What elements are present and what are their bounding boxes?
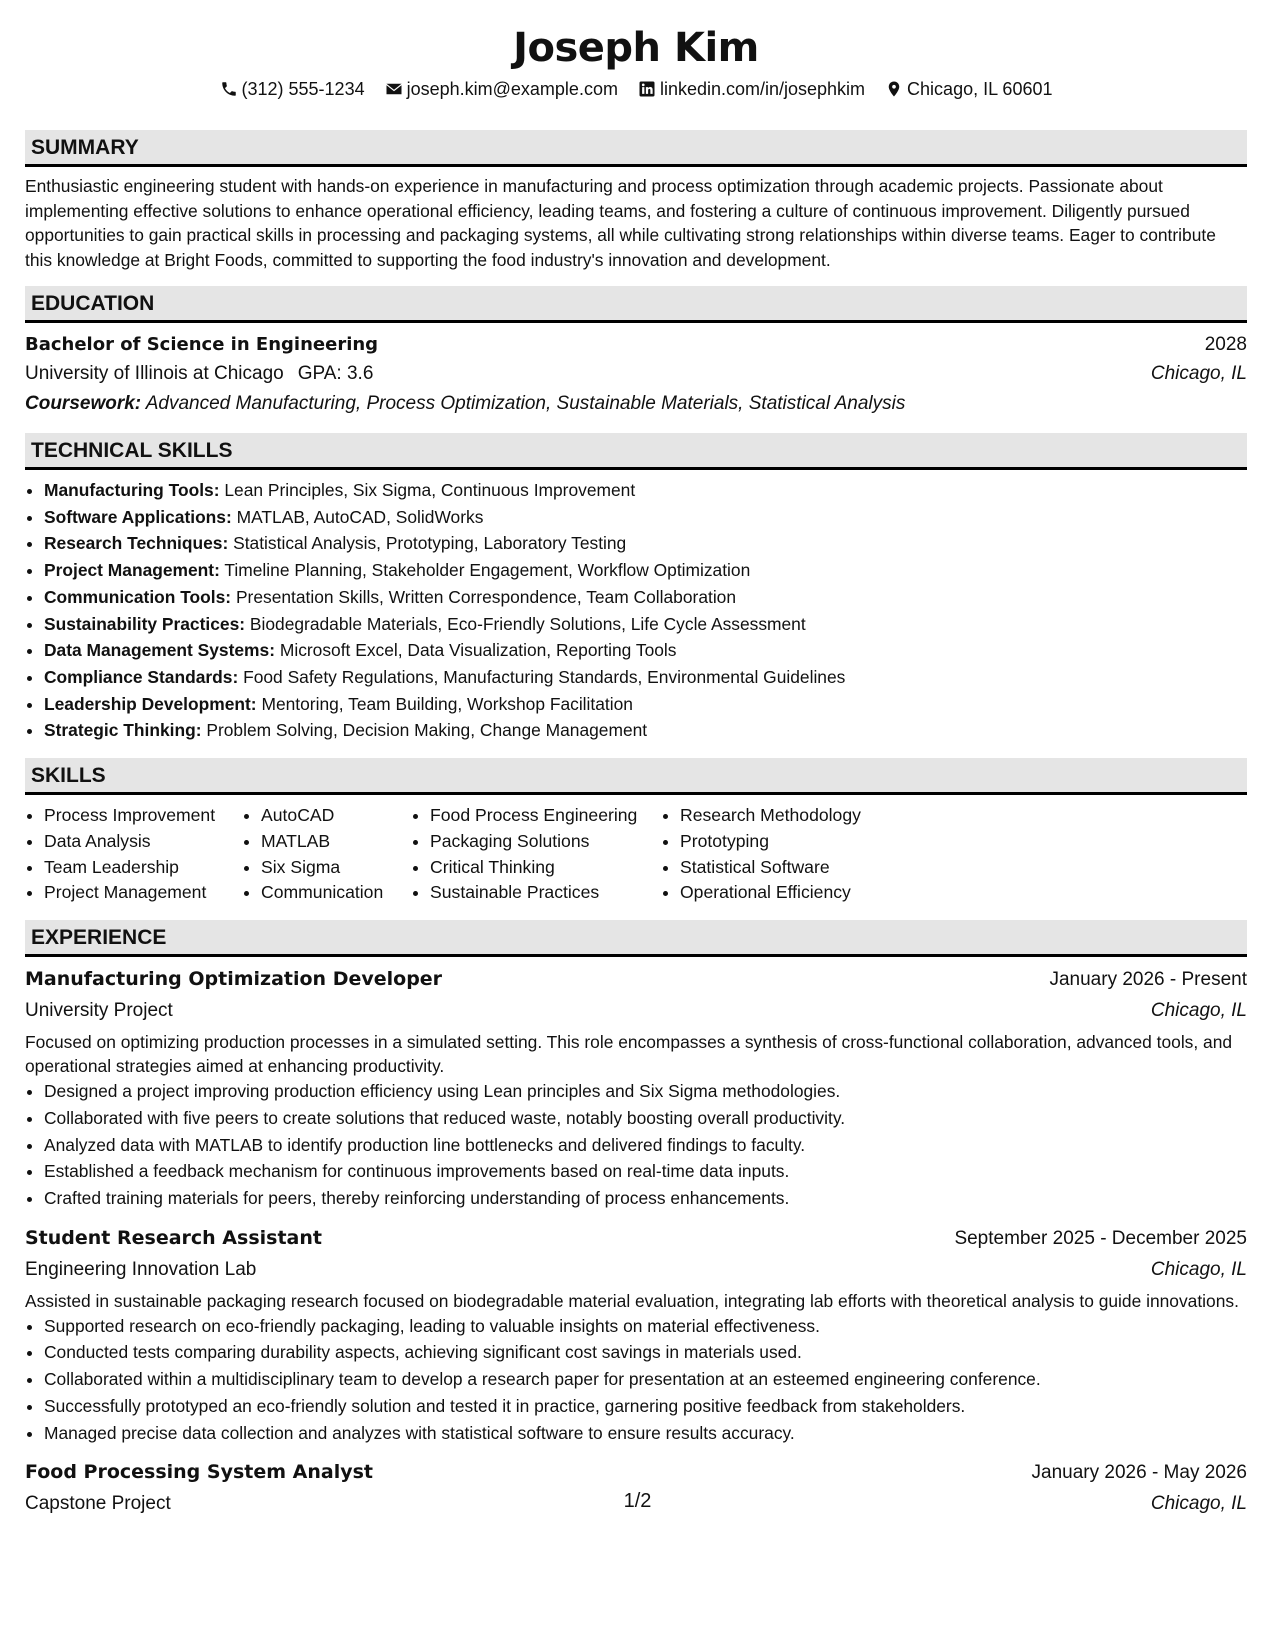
- section-heading: SKILLS: [25, 758, 1247, 795]
- technical-skills-section: [25, 433, 1247, 744]
- skill-value: Statistical Analysis, Prototyping, Laboratory Testing: [233, 533, 627, 554]
- skill-label: Manufacturing Tools:: [44, 480, 220, 500]
- skill-value: Food Safety Regulations, Manufacturing Standards, Environmental Guidelines: [243, 666, 846, 687]
- skills-column: [25, 803, 242, 906]
- job-entry: [25, 1224, 1247, 1447]
- phone-icon: [220, 80, 238, 98]
- list-item: [44, 691, 1247, 718]
- list-item: • Sustainable Practices: [430, 880, 661, 906]
- list-item: • AutoCAD: [261, 803, 411, 829]
- list-item: [44, 637, 1247, 664]
- graduation-year: 2028: [1204, 334, 1247, 355]
- education-degree-row: [25, 331, 1247, 359]
- skill-value: Mentoring, Team Building, Workshop Facilitation: [261, 693, 633, 714]
- list-item: [44, 717, 1247, 744]
- list-item: • Prototyping: [680, 829, 920, 855]
- skill-value: Problem Solving, Decision Making, Change Management: [206, 720, 648, 741]
- candidate-name: Joseph Kim: [513, 25, 759, 71]
- job-location: Chicago, IL: [1150, 1000, 1247, 1022]
- skills-column: [661, 803, 920, 906]
- list-item: • Team Leadership: [44, 855, 242, 881]
- list-item: • Designed a project improving production efficiency using Lean principles and Six Sigma methodologies.: [44, 1078, 1247, 1105]
- job-org-row: [25, 994, 1247, 1028]
- list-item: [44, 664, 1247, 691]
- list-item: • Research Methodology: [680, 803, 920, 829]
- section-heading: TECHNICAL SKILLS: [25, 433, 1247, 470]
- coursework-list: Advanced Manufacturing, Process Optimization, Sustainable Materials, Statistical Analysis: [145, 393, 906, 414]
- skill-value: Timeline Planning, Stakeholder Engagement, Workflow Optimization: [224, 560, 751, 581]
- skill-label: Project Management:: [44, 560, 220, 581]
- technical-skills-list: [25, 477, 1247, 744]
- job-title: Manufacturing Optimization Developer: [25, 968, 443, 991]
- job-org: Engineering Innovation Lab: [25, 1258, 257, 1280]
- education-section: [25, 286, 1247, 419]
- skill-value: Lean Principles, Six Sigma, Continuous Improvement: [224, 480, 636, 500]
- skill-label: Sustainability Practices:: [44, 613, 246, 634]
- skill-value: Microsoft Excel, Data Visualization, Reporting Tools: [279, 640, 677, 661]
- list-item: • Process Improvement: [44, 803, 242, 829]
- skill-label: Data Management Systems:: [44, 640, 275, 661]
- email-text: joseph.kim@example.com: [406, 79, 618, 99]
- job-location: Chicago, IL: [1150, 1493, 1247, 1515]
- list-item: • Packaging Solutions: [430, 829, 661, 855]
- list-item: [44, 477, 1247, 504]
- job-dates: January 2026 - Present: [1049, 969, 1247, 991]
- list-item: • Established a feedback mechanism for continuous improvements based on real-time data inputs.: [44, 1158, 1247, 1185]
- coursework-line: [25, 389, 1247, 419]
- list-item: • Collaborated with five peers to create solutions that reduced waste, notably boosting overall productivity.: [44, 1105, 1247, 1132]
- list-item: • Analyzed data with MATLAB to identify production line bottlenecks and delivered findings to faculty.: [44, 1132, 1247, 1159]
- job-dates: September 2025 - December 2025: [954, 1227, 1247, 1249]
- skills-section: [25, 758, 1247, 906]
- job-title: Student Research Assistant: [25, 1226, 322, 1249]
- school-name-line: [25, 359, 373, 389]
- job-title-row: [25, 1458, 1247, 1487]
- list-item: [44, 611, 1247, 638]
- contact-email[interactable]: [385, 76, 618, 102]
- page-number: 1/2: [623, 1490, 652, 1512]
- list-item: • Food Process Engineering: [430, 803, 661, 829]
- job-description: Focused on optimizing production processes in a simulated setting. This role encompasses a synthesis of cross-functional collaboration, advanced tools, and operational strategies aimed at enhancing productivity.: [25, 1032, 1233, 1077]
- list-item: • Critical Thinking: [430, 855, 661, 881]
- skill-value: MATLAB, AutoCAD, SolidWorks: [236, 506, 484, 527]
- experience-section: [25, 920, 1247, 1521]
- job-title-row: [25, 1224, 1247, 1253]
- skill-label: Compliance Standards:: [44, 666, 239, 687]
- linkedin-icon: [638, 80, 656, 98]
- job-org: University Project: [25, 1000, 173, 1022]
- job-org-row: [25, 1253, 1247, 1287]
- degree-title: Bachelor of Science in Engineering: [25, 334, 379, 355]
- list-item: • Successfully prototyped an eco-friendly solution and tested it in practice, garnering positive feedback from stakeholders.: [44, 1393, 1247, 1420]
- list-item: [44, 584, 1247, 611]
- list-item: [44, 557, 1247, 584]
- skill-label: Software Applications:: [44, 506, 232, 527]
- list-item: • Crafted training materials for peers, thereby reinforcing understanding of process enhancements.: [44, 1185, 1247, 1212]
- skill-value: Biodegradable Materials, Eco-Friendly Solutions, Life Cycle Assessment: [249, 613, 806, 634]
- list-item: • Data Analysis: [44, 829, 242, 855]
- envelope-icon: [385, 80, 403, 98]
- job-bullets: [25, 1078, 1247, 1212]
- job-title: Food Processing System Analyst: [25, 1461, 374, 1484]
- job-location: Chicago, IL: [1150, 1258, 1247, 1280]
- contact-bar: [25, 76, 1247, 102]
- skill-value: Presentation Skills, Written Correspondence, Team Collaboration: [235, 586, 737, 607]
- job-description: Assisted in sustainable packaging research focused on biodegradable material evaluation, integrating lab efforts with theoretical analysis to guide innovations.: [25, 1290, 1239, 1311]
- phone-text: (312) 555-1234: [241, 79, 365, 99]
- school-name: University of Illinois at Chicago: [25, 363, 284, 384]
- job-bullets: [25, 1313, 1247, 1447]
- linkedin-text: linkedin.com/in/josephkim: [659, 79, 866, 99]
- contact-linkedin[interactable]: [638, 76, 865, 102]
- summary-text: Enthusiastic engineering student with hands-on experience in manufacturing and process optimization through academic projects. Passionate about implementing effective solutions to enhance operational efficiency, leading teams, and fostering a culture of continuous improvement. Diligently pursued opportunities to gain practical skills in processing and packaging systems, all while cultivating strong relationships within diverse teams. Eager to contribute this knowledge at Bright Foods, committed to supporting the food industry's innovation and development.: [25, 176, 1216, 270]
- contact-location: [885, 76, 1052, 102]
- section-heading: EDUCATION: [25, 286, 1247, 323]
- location-text: Chicago, IL 60601: [907, 79, 1053, 99]
- list-item: [44, 504, 1247, 531]
- list-item: • Communication: [261, 880, 411, 906]
- summary-section: [25, 130, 1247, 272]
- list-item: • Conducted tests comparing durability aspects, achieving significant cost savings in materials used.: [44, 1339, 1247, 1366]
- skill-label: Strategic Thinking:: [44, 720, 202, 741]
- job-title-row: [25, 965, 1247, 994]
- skills-column: [242, 803, 411, 906]
- list-item: • Operational Efficiency: [680, 880, 920, 906]
- map-pin-icon: [885, 80, 903, 98]
- job-dates: January 2026 - May 2026: [1031, 1462, 1247, 1484]
- gpa: GPA: 3.6: [297, 363, 374, 384]
- list-item: • Managed precise data collection and analyzes with statistical software to ensure results accuracy.: [44, 1420, 1247, 1447]
- job-org: Capstone Project: [25, 1493, 171, 1515]
- skill-label: Communication Tools:: [44, 586, 232, 607]
- list-item: • Project Management: [44, 880, 242, 906]
- skill-label: Research Techniques:: [44, 533, 229, 554]
- list-item: • Statistical Software: [680, 855, 920, 881]
- skills-column: [411, 803, 661, 906]
- list-item: • MATLAB: [261, 829, 411, 855]
- coursework-label: Coursework:: [25, 393, 142, 414]
- school-location: Chicago, IL: [1150, 363, 1247, 384]
- resume-page: [25, 0, 1247, 1521]
- section-heading: SUMMARY: [25, 130, 1247, 167]
- education-school-row: [25, 359, 1247, 389]
- list-item: • Six Sigma: [261, 855, 411, 881]
- list-item: • Supported research on eco-friendly packaging, leading to valuable insights on material effectiveness.: [44, 1313, 1247, 1340]
- list-item: [44, 530, 1247, 557]
- list-item: • Collaborated within a multidisciplinary team to develop a research paper for presentation at an esteemed engineering conference.: [44, 1366, 1247, 1393]
- skills-grid: [25, 803, 1247, 906]
- job-entry: [25, 965, 1247, 1212]
- skill-label: Leadership Development:: [44, 693, 257, 714]
- section-heading: EXPERIENCE: [25, 920, 1247, 957]
- contact-phone[interactable]: [220, 76, 365, 102]
